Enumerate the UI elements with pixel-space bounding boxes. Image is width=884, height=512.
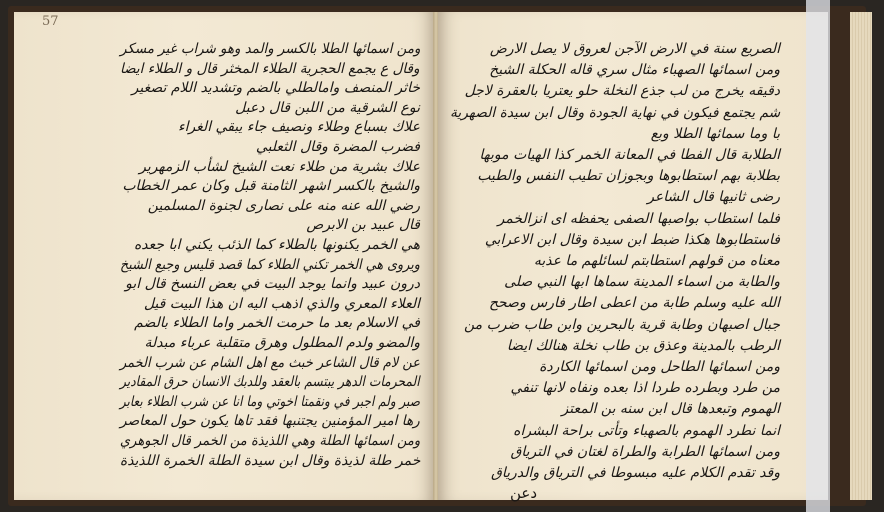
- text-line: ومن اسمائها الطلا بالكسر والمد وهو شراب غير مسكر: [119, 41, 420, 57]
- text-line: ويروى هي الخمر تكني الطلاء كما قصد قليس وجيع الشيخ: [120, 256, 420, 273]
- text-line: صبر ولم اجبر في ونقمتا اخوتي وما انا عن شرب الطلاء بعابر: [119, 393, 420, 410]
- text-line: رضي الله عنه منه على نصارى لجنوة المسلمين: [147, 197, 420, 214]
- page-edges: [850, 12, 872, 500]
- text-line: الله عليه وسلم طابة من اعطى اطار فارس وصحح: [488, 295, 780, 312]
- text-line: دقيقه يخرج من لب جذع النخلة حلو يعتريا بالعقرة لاجل: [464, 83, 780, 100]
- text-line: انما نطرد الهموم بالصهباء وتأتى براحة البشراه: [513, 422, 780, 439]
- text-line: العلاء المعري والذي اذهب اليه ان هذا البيت قيل: [143, 295, 420, 312]
- text-line: فضرب المضرة وقال الثعلبي: [255, 139, 420, 155]
- text-line: والطابة من اسماء المدينة سماها ابها النبي صلى: [504, 274, 780, 291]
- text-line: رضى ثانيها قال الشاعر: [647, 189, 780, 206]
- folio-number: 57: [42, 14, 59, 29]
- catchword: دعن: [510, 484, 538, 502]
- text-line: فلما استطاب بواصبها الصفى يحفظه اى انزالخمر: [497, 210, 780, 227]
- text-line: والمضو ولدم المطلول وهرق متقلبة عرباء مبدلة: [144, 335, 420, 351]
- text-line: فاستطابوها هكذا ضبط ابن سيدة وقال ابن الاعرابي: [484, 231, 780, 248]
- text-line: علاك بسباع وطلاء ونصيف جاء يبقي الغراء: [177, 119, 420, 136]
- text-line: ومن اسمائها الصهباء مثال سري قاله الحكلة الشيخ: [489, 62, 780, 79]
- text-line: وقد تقدم الكلام عليه مبسوطا في الترياق والدرياق: [491, 465, 780, 481]
- text-line: الرطب بالمدينة وعذق بن طاب نخلة هنالك ايضا: [506, 337, 780, 354]
- text-line: خمر طلة لذيذة وقال ابن سيدة الطلة الخمرة اللذيذة: [119, 452, 420, 469]
- text-line: الهموم وتبعدها قال ابن سنه بن المعتز: [561, 401, 780, 418]
- text-line: ومن اسمائها الطرابة والطراة لغتان في الترياق: [510, 443, 780, 460]
- page-tab-overlay: [806, 0, 830, 512]
- text-line: رها امير المؤمنين يجتنبها فقد تاها يكون حول المعاصر: [120, 413, 420, 430]
- text-line: شم يجتمع فيكون في نهاية الجودة وقال ابن سيدة الصهرية: [449, 104, 780, 121]
- text-line: من طرد وبطرده طردا اذا بعده ونفاه لانها تنفي: [510, 380, 780, 397]
- text-line: عن لام قال الشاعر خبث مع اهل الشام عن شرب الخمر: [120, 354, 420, 371]
- text-line: معناه من قولهم استطابتم لسائلهم ما عذبه: [533, 253, 780, 269]
- text-line: نوع الشرقية من اللبن قال دعبل: [235, 99, 420, 116]
- text-line: جبال اصبهان وطابة قرية بالبحرين وابن طاب ضرب من: [463, 316, 780, 333]
- text-line: با وما سمائها الطلا وبع: [650, 125, 780, 142]
- text-line: الطلابة قال الفطا في المعانة الخمر كذا الهيات موبها: [479, 147, 780, 163]
- text-line: بطلابة بهم استطابوها وبجوزان تطيب النفس والطيب: [477, 168, 780, 185]
- text-line: والشيخ بالكسر اشهر الثامنة قبل وكان عمر الخطاب: [122, 178, 420, 195]
- text-line: هي الخمر يكنونها بالطلاء كما الذئب يكني ابا جعده: [133, 237, 420, 253]
- text-line: قال عبيد بن الابرص: [306, 217, 420, 234]
- text-line: درون عبيد وانما يوجد البيت في بعض النسخ قال ابو: [125, 276, 420, 293]
- text-line: المحرمات الدهر يبتسم بالعقد وللدبك الانسان حرق المقادير: [120, 374, 420, 391]
- text-line: الصريع سنة في الارض الآجن لعروق لا يصل الارض: [489, 41, 780, 57]
- text-line: وقال ع يجمع الحجرية الطلاء المخثر قال و الطلاء ايضا: [120, 60, 420, 77]
- text-line: ومن اسمائها الطاحل ومن اسمائها الكاردة: [539, 359, 780, 375]
- text-line: ومن اسمائها الطلة وهي اللذيذة من الخمر قال الجوهري: [119, 433, 420, 449]
- text-line: في الاسلام بعد ما حرمت الخمر واما الطلاء بالضم: [134, 315, 420, 332]
- text-line: علاك بشرية من طلاء نعت الشيخ لشأب الزمهرير: [139, 158, 420, 175]
- text-line: خاثر المنصف وامالطلي بالضم وتشديد اللام تصغير: [131, 80, 420, 97]
